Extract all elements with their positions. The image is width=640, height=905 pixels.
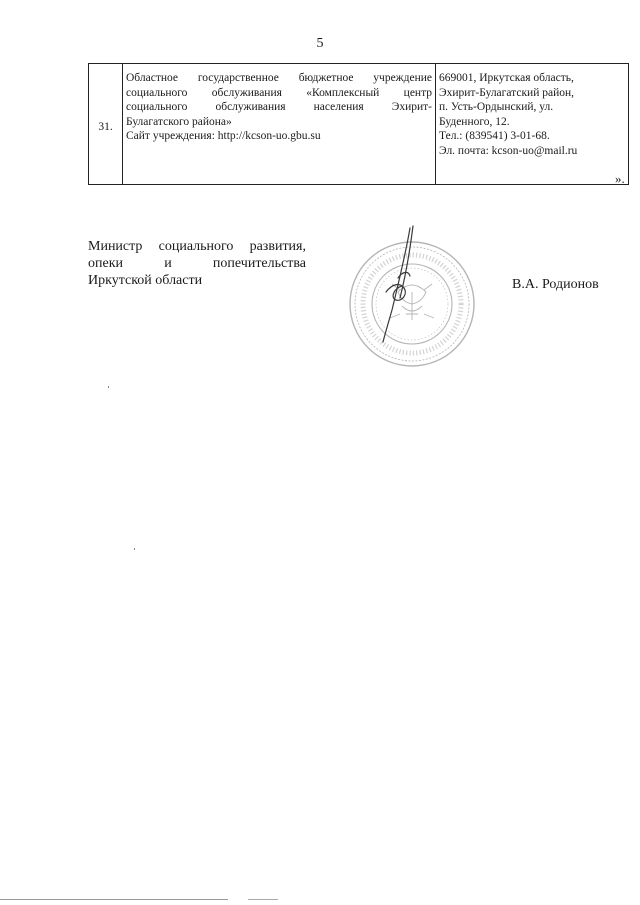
address-cell: [436, 64, 629, 185]
address-line: 669001, Иркутская область,: [439, 72, 574, 84]
scan-margin-mark: [108, 386, 109, 388]
signer-title-line: опеки и попечительства: [88, 256, 306, 271]
closing-quote: ».: [615, 171, 625, 186]
scan-bottom-line: [0, 899, 228, 900]
organization-line: социального обслуживания населения Эхирит-: [126, 101, 432, 113]
signer-title-line: Иркутской области: [88, 273, 203, 288]
organization-line: Булагатского района»: [126, 115, 232, 128]
address-line: Буденного, 12.: [439, 115, 510, 128]
organization-cell: [123, 64, 436, 185]
scan-bottom-line: [248, 899, 278, 900]
institution-table: [88, 63, 629, 185]
signer-name: В.А. Родионов: [512, 277, 599, 292]
address-line: Эхирит-Булагатский район,: [439, 86, 575, 99]
organization-website: Сайт учреждения: http://kcson-uo.gbu.su: [126, 130, 321, 142]
official-seal-with-signature: [340, 222, 480, 372]
organization-line: Областное государственное бюджетное учреждение: [126, 72, 432, 84]
phone-line: Тел.: (839541) 3-01-68.: [439, 130, 550, 142]
table-row: [89, 64, 629, 185]
signer-title-line: Министр социального развития,: [88, 239, 306, 254]
scan-margin-mark: [134, 548, 135, 550]
organization-line: социального обслуживания «Комплексный центр: [126, 86, 432, 99]
address-line: п. Усть-Ордынский, ул.: [439, 101, 554, 113]
signer-title: [88, 238, 306, 289]
page-number: 5: [316, 36, 324, 51]
email-line: Эл. почта: kcson-uo@mail.ru: [439, 144, 578, 157]
row-index: 31.: [89, 64, 123, 185]
